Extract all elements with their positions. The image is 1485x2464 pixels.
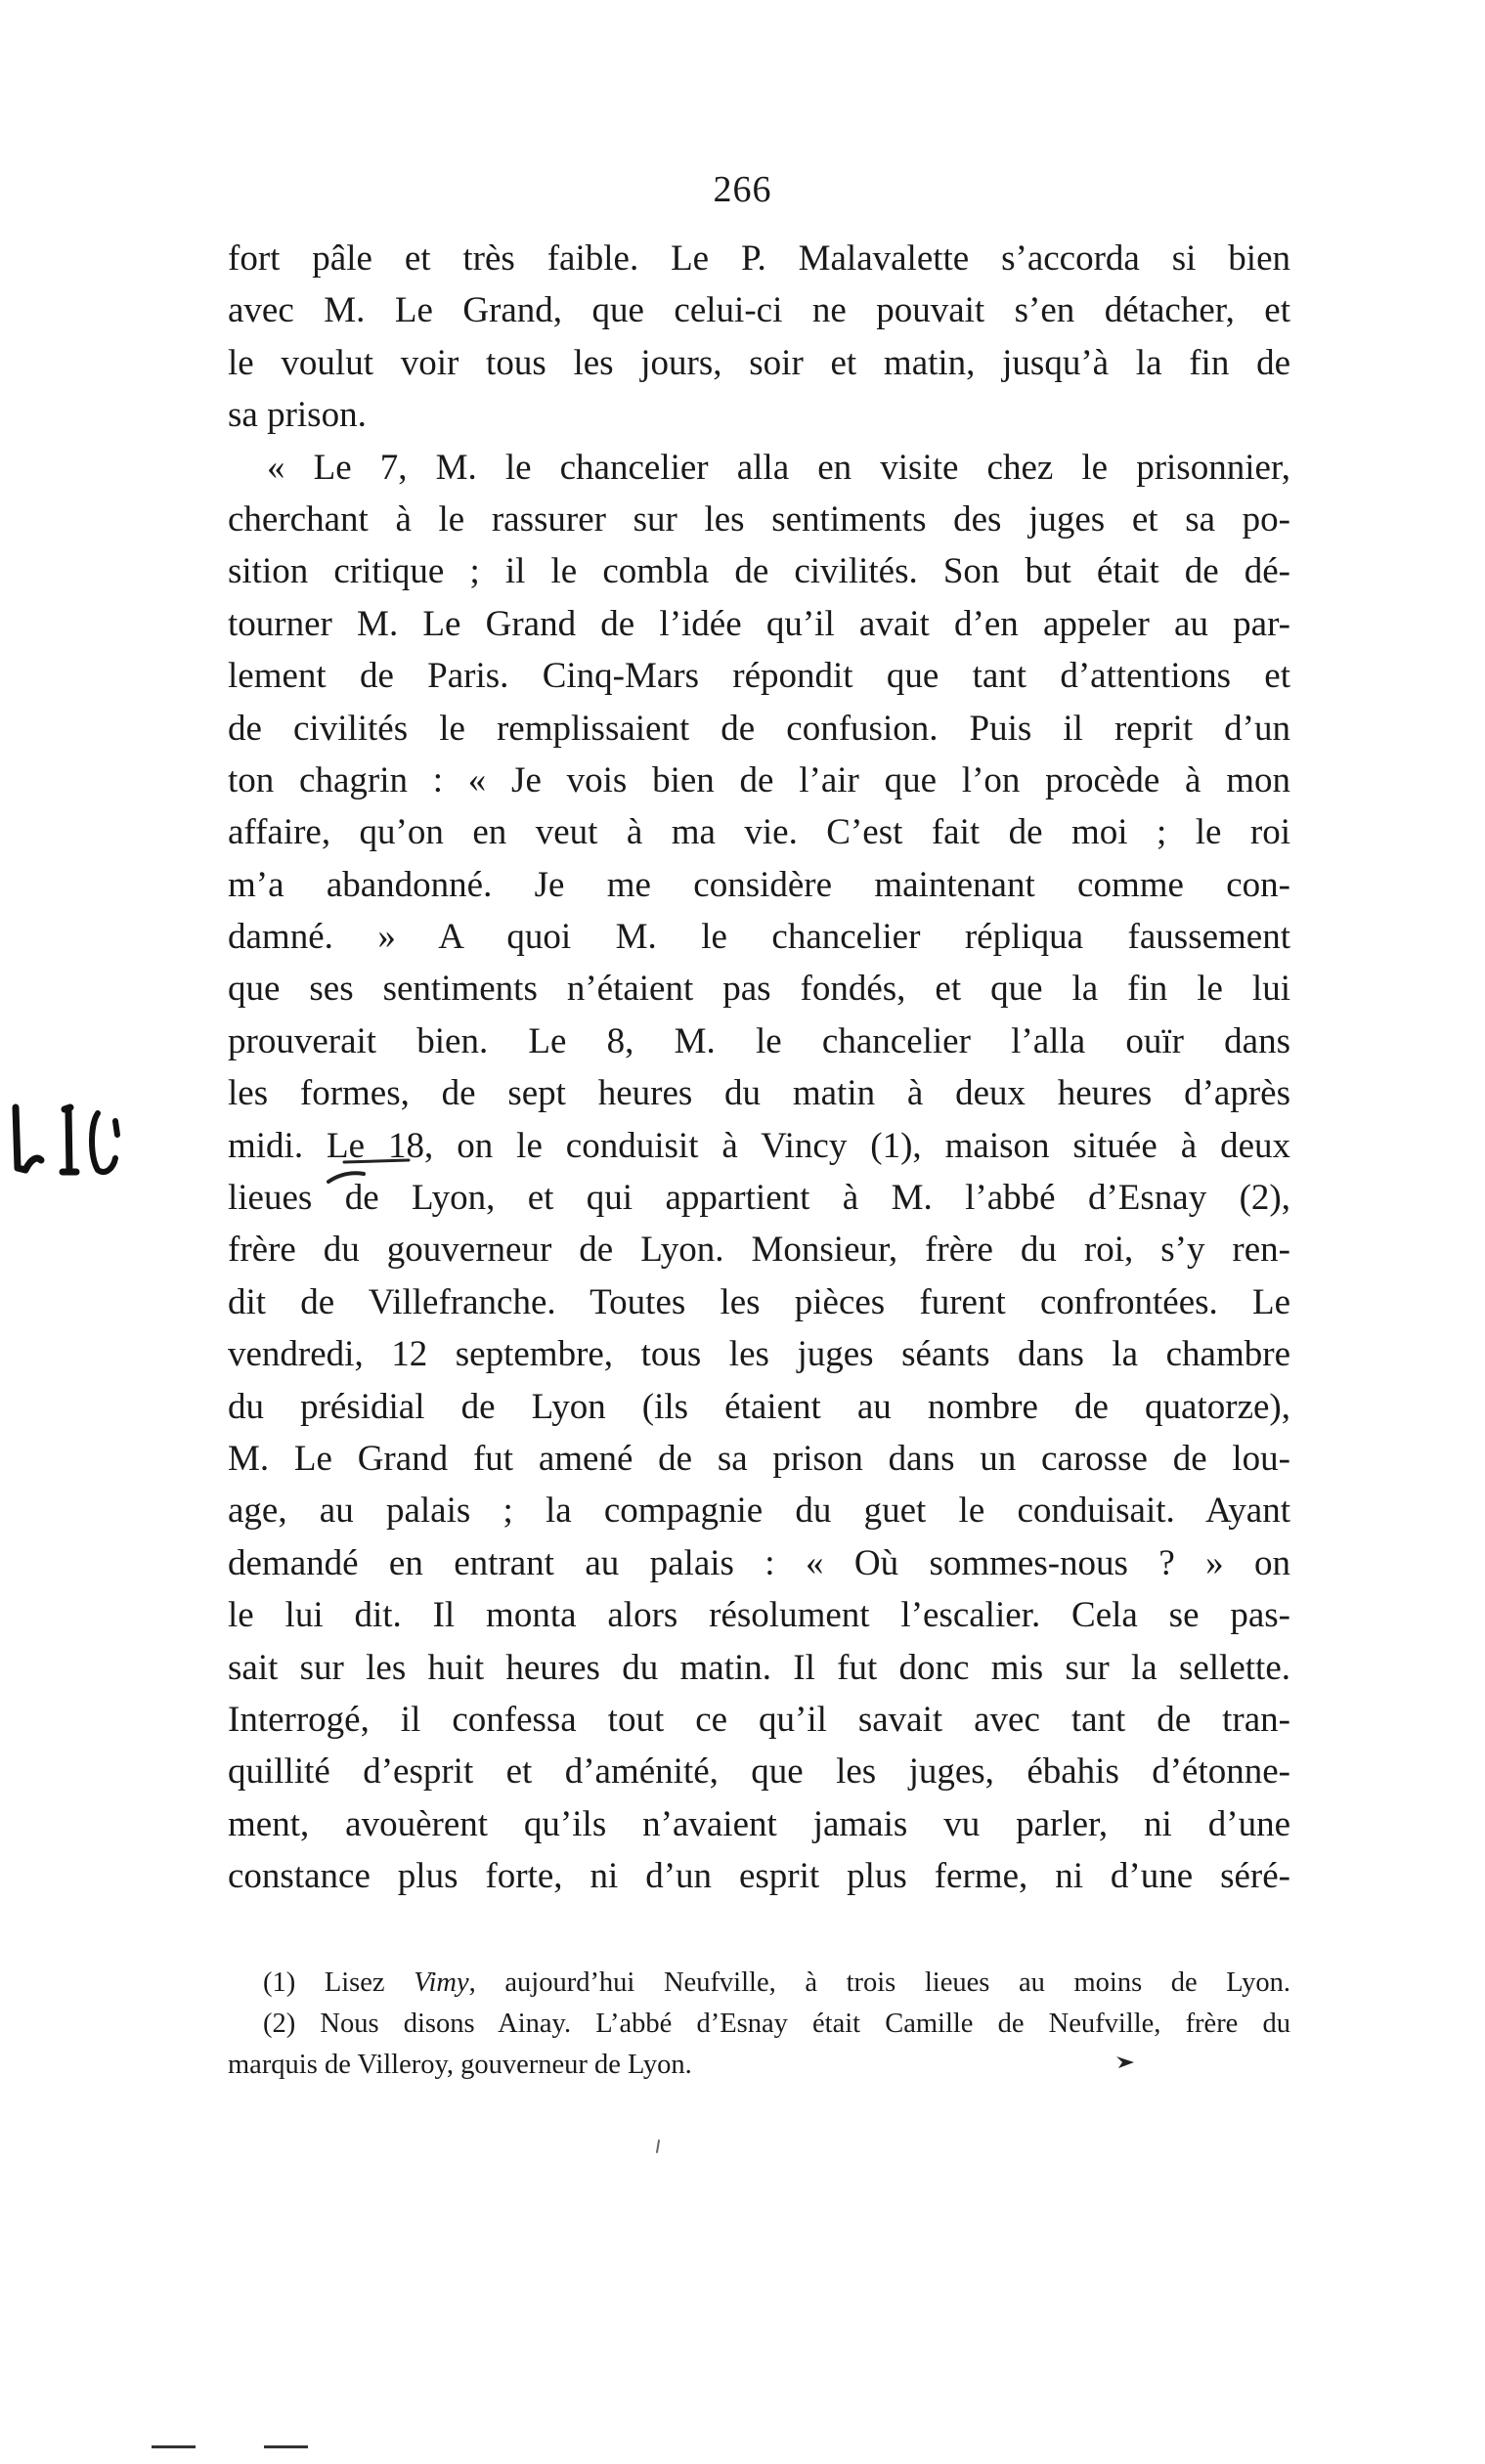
footnote-1-suffix: , aujourd’hui Neufville, à trois lieues au moins de Lyon.: [468, 1967, 1291, 1998]
text-line: constance plus forte, ni d’un esprit plus ferme, ni d’une séré-: [228, 1856, 1290, 1897]
footnote-2-line-2: marquis de Villeroy, gouverneur de Lyon.: [228, 2050, 692, 2080]
bottom-rule-right: [264, 2445, 308, 2448]
text-line: frère du gouverneur de Lyon. Monsieur, frère du roi, s’y ren-: [228, 1230, 1290, 1271]
page-number: 266: [713, 169, 772, 210]
text-line: M. Le Grand fut amené de sa prison dans un carosse de lou-: [228, 1438, 1290, 1479]
text-line: le voulut voir tous les jours, soir et matin, jusqu’à la fin de: [228, 342, 1290, 383]
text-line: damné. » A quoi M. le chancelier répliqua faussement: [228, 917, 1290, 958]
footnote-1-prefix: (1) Lisez: [263, 1967, 415, 1998]
ink-speck: [653, 2139, 663, 2154]
text-line: « Le 7, M. le chancelier alla en visite chez le prisonnier,: [267, 447, 1290, 488]
text-line: sait sur les huit heures du matin. Il fut donc mis sur la sellette.: [228, 1647, 1290, 1688]
arrowhead-mark: [1114, 2053, 1136, 2072]
underline-mark: [325, 1156, 413, 1188]
body-text: [228, 233, 1290, 1903]
text-line: vendredi, 12 septembre, tous les juges séants dans la chambre: [228, 1334, 1290, 1375]
text-line: que ses sentiments n’étaient pas fondés, et que la fin le lui: [228, 969, 1290, 1010]
text-line: fort pâle et très faible. Le P. Malavalette s’accorda si bien: [228, 238, 1290, 279]
text-line: du présidial de Lyon (ils étaient au nombre de quatorze),: [228, 1386, 1290, 1427]
text-line: ton chagrin : « Je vois bien de l’air que l’on procède à mon: [228, 759, 1290, 800]
text-line: lement de Paris. Cinq-Mars répondit que tant d’attentions et: [228, 656, 1290, 697]
text-line: ment, avouèrent qu’ils n’avaient jamais vu parler, ni d’une: [228, 1803, 1290, 1844]
text-line: dit de Villefranche. Toutes les pièces furent confrontées. Le: [228, 1281, 1290, 1322]
footnote-1: [228, 1963, 1290, 2004]
text-line: m’a abandonné. Je me considère maintenant comme con-: [228, 864, 1290, 905]
text-line: le lui dit. Il monta alors résolument l’escalier. Cela se pas-: [228, 1595, 1290, 1636]
text-line: tourner M. Le Grand de l’idée qu’il avait d’en appeler au par-: [228, 603, 1290, 644]
text-line: sa prison.: [228, 395, 367, 436]
text-line: midi. Le 18, on le conduisit à Vincy (1), maison située à deux: [228, 1125, 1290, 1166]
text-line: prouverait bien. Le 8, M. le chancelier l’alla ouïr dans: [228, 1020, 1290, 1061]
text-line: quillité d’esprit et d’aménité, que les juges, ébahis d’étonne-: [228, 1751, 1290, 1793]
text-line: de civilités le remplissaient de confusion. Puis il reprit d’un: [228, 708, 1290, 749]
text-line: avec M. Le Grand, que celui-ci ne pouvait s’en détacher, et: [228, 290, 1290, 331]
handwritten-margin-mark: [8, 1100, 135, 1188]
text-line: demandé en entrant au palais : « Où sommes-nous ? » on: [228, 1542, 1290, 1583]
text-line: sition critique ; il le combla de civilités. Son but était de dé-: [228, 551, 1290, 592]
bottom-rule-left: [152, 2445, 196, 2448]
text-line: affaire, qu’on en veut à ma vie. C’est fait de moi ; le roi: [228, 812, 1290, 853]
footnote-2-line-1: (2) Nous disons Ainay. L’abbé d’Esnay était Camille de Neufville, frère du: [263, 2009, 1290, 2039]
text-line: les formes, de sept heures du matin à deux heures d’après: [228, 1073, 1290, 1114]
text-line: age, au palais ; la compagnie du guet le conduisait. Ayant: [228, 1491, 1290, 1532]
footnote-1-italic: Vimy: [414, 1967, 469, 1998]
text-line: lieues de Lyon, et qui appartient à M. l’abbé d’Esnay (2),: [228, 1178, 1290, 1219]
text-line: cherchant à le rassurer sur les sentiments des juges et sa po-: [228, 498, 1290, 540]
text-line: Interrogé, il confessa tout ce qu’il savait avec tant de tran-: [228, 1699, 1290, 1740]
